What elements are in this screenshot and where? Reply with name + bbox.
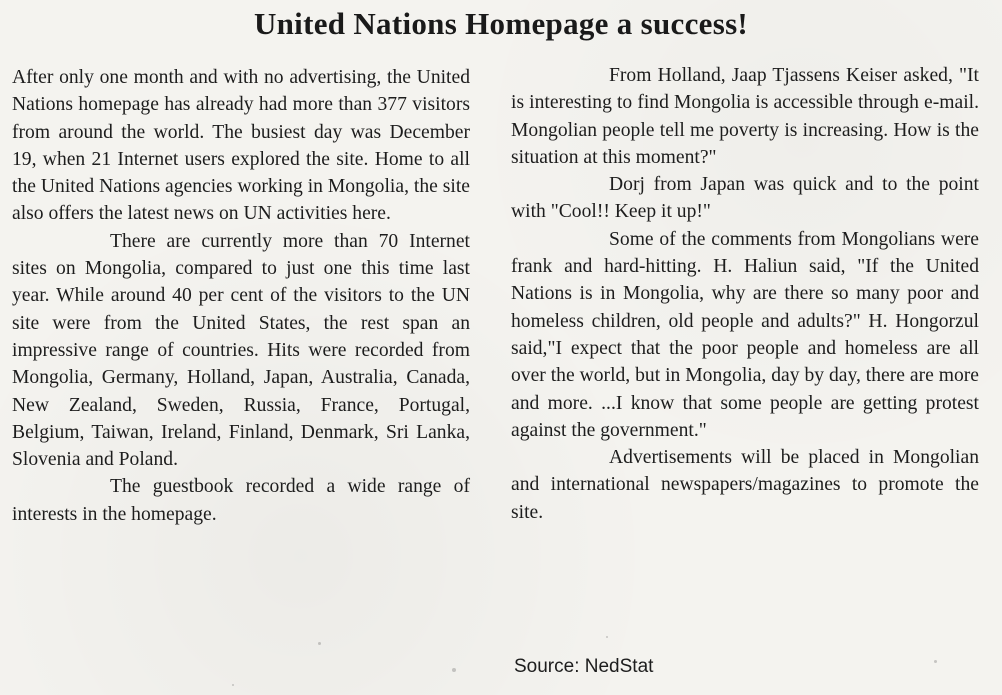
left-paragraph-1: After only one month and with no advertising, the United Nations homepage has already had more than 377 visitors from around the world. The busiest day was December 19, when 21 Internet users explored the site. Home to all the United Nations agencies working in Mongolia, the site also offers the latest news on UN activities here. xyxy=(12,67,470,225)
left-column xyxy=(12,64,470,528)
article-headline: United Nations Homepage a success! xyxy=(253,6,749,41)
print-speckle xyxy=(606,636,608,638)
right-paragraph-1: From Holland, Jaap Tjassens Keiser asked, "It is interesting to find Mongolia is accessible through e-mail. Mongolian people tell me poverty is increasing. How is the situation at this moment?" xyxy=(511,65,979,168)
source-credit: Source: NedStat xyxy=(514,656,654,677)
print-speckle xyxy=(318,642,321,645)
print-speckle xyxy=(232,684,234,686)
right-paragraph-4: Advertisements will be placed in Mongolian and international newspapers/magazines to promote the site. xyxy=(511,447,979,523)
print-speckle xyxy=(934,660,937,663)
print-speckle xyxy=(452,668,456,672)
left-paragraph-2: There are currently more than 70 Internet sites on Mongolia, compared to just one this time last year. While around 40 per cent of the visitors to the UN site were from the United States, the rest span an impressive range of countries. Hits were recorded from Mongolia, Germany, Holland, Japan, Australia, Canada, New Zealand, Sweden, Russia, France, Portugal, Belgium, Taiwan, Ireland, Finland, Denmark, Sri Lanka, Slovenia and Poland. xyxy=(12,230,470,471)
right-paragraph-3: Some of the comments from Mongolians were frank and hard-hitting. H. Haliun said, "If the United Nations is in Mongolia, why are there so many poor and homeless children, old people and adults?" H. Hongorzul said,"I expect that the poor people and homeless are all over the world, but in Mongolia, day by day, there are more and more. ...I know that some people are getting protest against the government." xyxy=(511,228,979,441)
right-paragraph-2: Dorj from Japan was quick and to the point with "Cool!! Keep it up!" xyxy=(511,174,979,223)
left-paragraph-3: The guestbook recorded a wide range of interests in the homepage. xyxy=(12,476,470,525)
right-column xyxy=(511,62,979,526)
